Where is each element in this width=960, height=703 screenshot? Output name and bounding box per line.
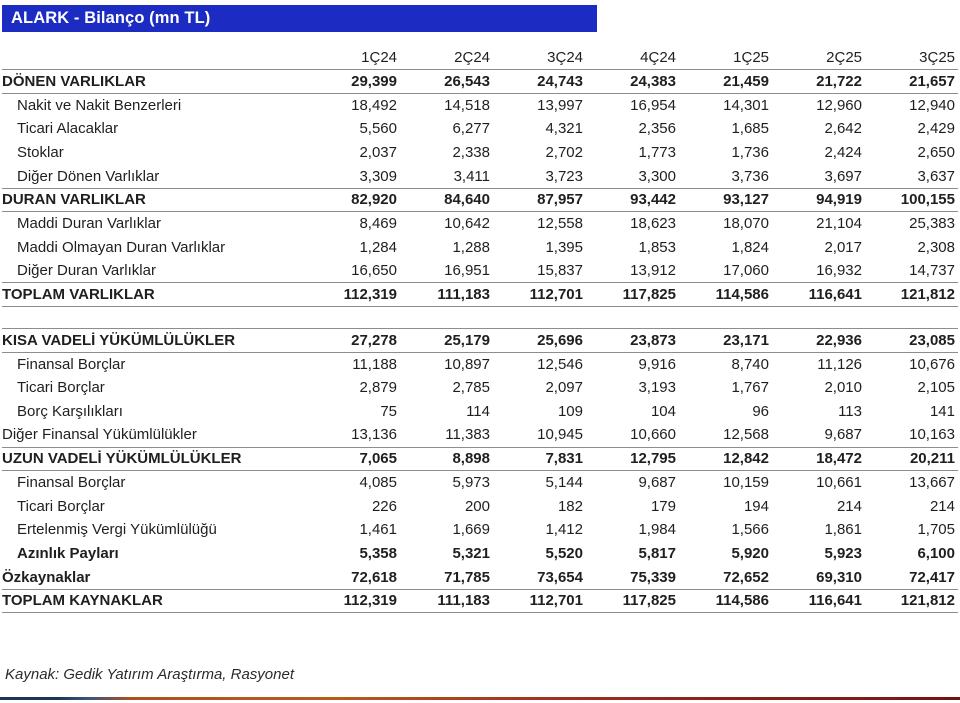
row-label: Ticari Borçlar xyxy=(17,379,105,397)
cell-value: 3,309 xyxy=(359,167,397,185)
cell-value: 2,097 xyxy=(545,379,583,397)
cell-value: 10,660 xyxy=(630,426,676,444)
cell-value: 12,940 xyxy=(909,96,955,114)
row-label: Ticari Borçlar xyxy=(17,497,105,515)
cell-value: 114 xyxy=(466,402,490,420)
row-label: Azınlık Payları xyxy=(17,545,119,563)
cell-value: 72,652 xyxy=(723,568,769,586)
cell-value: 12,795 xyxy=(586,447,679,471)
cell-value: 1,669 xyxy=(452,521,490,539)
cell-value: 141 xyxy=(929,402,955,420)
cell-value: 16,951 xyxy=(444,262,490,280)
cell-value: 10,661 xyxy=(816,474,862,492)
table-row xyxy=(2,376,958,400)
cell-value: 116,641 xyxy=(772,589,865,613)
cell-value: 16,932 xyxy=(816,262,862,280)
cell-value: 10,945 xyxy=(537,426,583,444)
cell-value: 23,085 xyxy=(865,329,958,353)
spacer-row xyxy=(2,307,958,329)
quarter-column-header: 3Ç24 xyxy=(547,49,583,67)
cell-value: 5,923 xyxy=(824,545,862,563)
cell-value: 112,701 xyxy=(493,283,586,307)
cell-value: 3,736 xyxy=(731,167,769,185)
cell-value: 73,654 xyxy=(537,568,583,586)
cell-value: 22,936 xyxy=(772,329,865,353)
cell-value: 112,319 xyxy=(307,589,400,613)
cell-value: 25,696 xyxy=(493,329,586,353)
cell-value: 200 xyxy=(464,497,490,515)
cell-value: 1,736 xyxy=(731,144,769,162)
cell-value: 2,356 xyxy=(638,120,676,138)
cell-value: 12,558 xyxy=(537,215,583,233)
cell-value: 2,338 xyxy=(452,144,490,162)
cell-value: 1,767 xyxy=(731,379,769,397)
cell-value: 114,586 xyxy=(679,589,772,613)
row-label: Özkaynaklar xyxy=(2,568,91,586)
cell-value: 96 xyxy=(752,402,769,420)
cell-value: 12,842 xyxy=(679,447,772,471)
cell-value: 121,812 xyxy=(865,589,958,613)
column-header-row xyxy=(2,46,958,70)
cell-value: 8,898 xyxy=(400,447,493,471)
cell-value: 75,339 xyxy=(630,568,676,586)
table-row xyxy=(2,565,958,589)
cell-value: 1,566 xyxy=(731,521,769,539)
row-label: Diğer Duran Varlıklar xyxy=(17,262,156,280)
cell-value: 6,100 xyxy=(917,545,955,563)
table-row xyxy=(2,188,958,212)
cell-value: 82,920 xyxy=(307,188,400,212)
cell-value: 26,543 xyxy=(400,70,493,94)
table-row xyxy=(2,423,958,447)
cell-value: 2,105 xyxy=(917,379,955,397)
table-row xyxy=(2,117,958,141)
cell-value: 10,163 xyxy=(909,426,955,444)
row-label: Diğer Dönen Varlıklar xyxy=(17,167,160,185)
quarter-column-header: 1Ç24 xyxy=(361,49,397,67)
row-label: Finansal Borçlar xyxy=(17,355,126,373)
row-label: Diğer Finansal Yükümlülükler xyxy=(2,426,197,444)
cell-value: 5,560 xyxy=(359,120,397,138)
cell-value: 114,586 xyxy=(679,283,772,307)
quarter-column-header: 3Ç25 xyxy=(919,49,955,67)
cell-value: 12,568 xyxy=(723,426,769,444)
cell-value: 21,459 xyxy=(679,70,772,94)
table-row xyxy=(2,542,958,566)
cell-value: 3,637 xyxy=(917,167,955,185)
cell-value: 24,743 xyxy=(493,70,586,94)
row-label: KISA VADELİ YÜKÜMLÜLÜKLER xyxy=(2,329,307,353)
row-label: DÖNEN VARLIKLAR xyxy=(2,70,307,94)
row-label: Borç Karşılıkları xyxy=(17,402,123,420)
cell-value: 4,085 xyxy=(359,474,397,492)
row-label: DURAN VARLIKLAR xyxy=(2,188,307,212)
cell-value: 2,017 xyxy=(824,238,862,256)
row-label: UZUN VADELİ YÜKÜMLÜLÜKLER xyxy=(2,447,307,471)
row-label: Ticari Alacaklar xyxy=(17,120,119,138)
table-row xyxy=(2,352,958,376)
cell-value: 5,973 xyxy=(452,474,490,492)
cell-value: 10,642 xyxy=(444,215,490,233)
cell-value: 17,060 xyxy=(723,262,769,280)
spacer-cell xyxy=(2,307,958,329)
cell-value: 2,702 xyxy=(545,144,583,162)
cell-value: 179 xyxy=(650,497,676,515)
cell-value: 75 xyxy=(380,402,397,420)
cell-value: 5,520 xyxy=(545,545,583,563)
cell-value: 3,723 xyxy=(545,167,583,185)
cell-value: 9,916 xyxy=(638,355,676,373)
cell-value: 2,879 xyxy=(359,379,397,397)
cell-value: 29,399 xyxy=(307,70,400,94)
cell-value: 2,037 xyxy=(359,144,397,162)
cell-value: 13,136 xyxy=(351,426,397,444)
cell-value: 9,687 xyxy=(824,426,862,444)
cell-value: 214 xyxy=(836,497,862,515)
cell-value: 121,812 xyxy=(865,283,958,307)
table-row xyxy=(2,236,958,260)
cell-value: 6,277 xyxy=(452,120,490,138)
cell-value: 2,308 xyxy=(917,238,955,256)
cell-value: 21,657 xyxy=(865,70,958,94)
cell-value: 12,960 xyxy=(816,96,862,114)
cell-value: 72,417 xyxy=(909,568,955,586)
cell-value: 116,641 xyxy=(772,283,865,307)
cell-value: 87,957 xyxy=(493,188,586,212)
row-label: Stoklar xyxy=(17,144,64,162)
cell-value: 1,461 xyxy=(359,521,397,539)
row-label: Maddi Duran Varlıklar xyxy=(17,215,161,233)
cell-value: 13,912 xyxy=(630,262,676,280)
cell-value: 11,188 xyxy=(352,355,397,373)
cell-value: 109 xyxy=(557,402,583,420)
cell-value: 93,127 xyxy=(679,188,772,212)
cell-value: 111,183 xyxy=(400,283,493,307)
cell-value: 18,492 xyxy=(351,96,397,114)
cell-value: 117,825 xyxy=(586,283,679,307)
cell-value: 18,623 xyxy=(630,215,676,233)
cell-value: 112,701 xyxy=(493,589,586,613)
cell-value: 3,193 xyxy=(638,379,676,397)
row-label: Maddi Olmayan Duran Varlıklar xyxy=(17,238,226,256)
cell-value: 14,737 xyxy=(909,262,955,280)
cell-value: 72,618 xyxy=(351,568,397,586)
cell-value: 94,919 xyxy=(772,188,865,212)
brand-gradient-bar xyxy=(0,697,960,700)
cell-value: 23,873 xyxy=(586,329,679,353)
table-row xyxy=(2,164,958,188)
cell-value: 113 xyxy=(838,402,862,420)
cell-value: 1,685 xyxy=(731,120,769,138)
table-row xyxy=(2,329,958,353)
table-row xyxy=(2,212,958,236)
cell-value: 5,321 xyxy=(452,545,490,563)
cell-value: 23,171 xyxy=(679,329,772,353)
cell-value: 2,650 xyxy=(917,144,955,162)
quarter-column-header: 2Ç25 xyxy=(826,49,862,67)
cell-value: 182 xyxy=(557,497,583,515)
cell-value: 27,278 xyxy=(307,329,400,353)
cell-value: 1,412 xyxy=(545,521,583,539)
cell-value: 10,159 xyxy=(723,474,769,492)
cell-value: 1,984 xyxy=(638,521,676,539)
cell-value: 3,411 xyxy=(453,167,490,185)
cell-value: 3,300 xyxy=(638,167,676,185)
cell-value: 1,853 xyxy=(638,238,676,256)
cell-value: 11,126 xyxy=(817,355,862,373)
corner-cell xyxy=(2,46,307,70)
cell-value: 84,640 xyxy=(400,188,493,212)
table-row xyxy=(2,471,958,495)
cell-value: 9,687 xyxy=(638,474,676,492)
cell-value: 111,183 xyxy=(400,589,493,613)
cell-value: 214 xyxy=(929,497,955,515)
cell-value: 2,010 xyxy=(824,379,862,397)
cell-value: 1,861 xyxy=(824,521,862,539)
cell-value: 5,817 xyxy=(638,545,676,563)
cell-value: 16,650 xyxy=(351,262,397,280)
cell-value: 104 xyxy=(650,402,676,420)
report-title-bar xyxy=(2,5,597,32)
table-row xyxy=(2,518,958,542)
cell-value: 69,310 xyxy=(816,568,862,586)
cell-value: 2,642 xyxy=(824,120,862,138)
row-label: Finansal Borçlar xyxy=(17,474,126,492)
cell-value: 10,897 xyxy=(444,355,490,373)
cell-value: 226 xyxy=(371,497,397,515)
cell-value: 21,104 xyxy=(816,215,862,233)
cell-value: 16,954 xyxy=(630,96,676,114)
cell-value: 93,442 xyxy=(586,188,679,212)
table-row xyxy=(2,589,958,613)
cell-value: 5,920 xyxy=(731,545,769,563)
cell-value: 2,785 xyxy=(452,379,490,397)
table-row xyxy=(2,70,958,94)
cell-value: 100,155 xyxy=(865,188,958,212)
cell-value: 14,301 xyxy=(723,96,769,114)
cell-value: 5,358 xyxy=(359,545,397,563)
cell-value: 3,697 xyxy=(824,167,862,185)
cell-value: 5,144 xyxy=(545,474,583,492)
cell-value: 13,997 xyxy=(537,96,583,114)
cell-value: 7,831 xyxy=(493,447,586,471)
cell-value: 15,837 xyxy=(537,262,583,280)
cell-value: 12,546 xyxy=(537,355,583,373)
cell-value: 112,319 xyxy=(307,283,400,307)
cell-value: 1,824 xyxy=(731,238,769,256)
cell-value: 20,211 xyxy=(865,447,958,471)
cell-value: 11,383 xyxy=(445,426,490,444)
cell-value: 117,825 xyxy=(586,589,679,613)
table-row xyxy=(2,93,958,117)
cell-value: 7,065 xyxy=(307,447,400,471)
cell-value: 24,383 xyxy=(586,70,679,94)
cell-value: 13,667 xyxy=(909,474,955,492)
balance-table-body xyxy=(2,70,958,613)
cell-value: 18,472 xyxy=(772,447,865,471)
cell-value: 1,705 xyxy=(917,521,955,539)
row-label: Nakit ve Nakit Benzerleri xyxy=(17,96,182,114)
report-title: ALARK - Bilanço (mn TL) xyxy=(11,9,211,27)
balance-sheet-table xyxy=(2,46,958,613)
cell-value: 1,395 xyxy=(545,238,583,256)
cell-value: 1,288 xyxy=(452,238,490,256)
cell-value: 1,773 xyxy=(638,144,676,162)
cell-value: 194 xyxy=(743,497,769,515)
cell-value: 25,383 xyxy=(909,215,955,233)
cell-value: 14,518 xyxy=(444,96,490,114)
cell-value: 71,785 xyxy=(444,568,490,586)
row-label: Ertelenmiş Vergi Yükümlülüğü xyxy=(17,521,217,539)
row-label: TOPLAM KAYNAKLAR xyxy=(2,589,307,613)
table-row xyxy=(2,283,958,307)
quarter-column-header: 1Ç25 xyxy=(733,49,769,67)
quarter-column-header: 2Ç24 xyxy=(454,49,490,67)
cell-value: 4,321 xyxy=(545,120,583,138)
cell-value: 25,179 xyxy=(400,329,493,353)
cell-value: 10,676 xyxy=(909,355,955,373)
cell-value: 1,284 xyxy=(359,238,397,256)
cell-value: 2,424 xyxy=(824,144,862,162)
quarter-column-header: 4Ç24 xyxy=(640,49,676,67)
table-row xyxy=(2,141,958,165)
cell-value: 8,469 xyxy=(359,215,397,233)
table-row xyxy=(2,259,958,283)
table-row xyxy=(2,447,958,471)
cell-value: 18,070 xyxy=(723,215,769,233)
source-note: Kaynak: Gedik Yatırım Araştırma, Rasyonet xyxy=(5,666,294,683)
row-label: TOPLAM VARLIKLAR xyxy=(2,283,307,307)
table-row xyxy=(2,400,958,424)
table-row xyxy=(2,494,958,518)
cell-value: 8,740 xyxy=(731,355,769,373)
cell-value: 2,429 xyxy=(917,120,955,138)
cell-value: 21,722 xyxy=(772,70,865,94)
